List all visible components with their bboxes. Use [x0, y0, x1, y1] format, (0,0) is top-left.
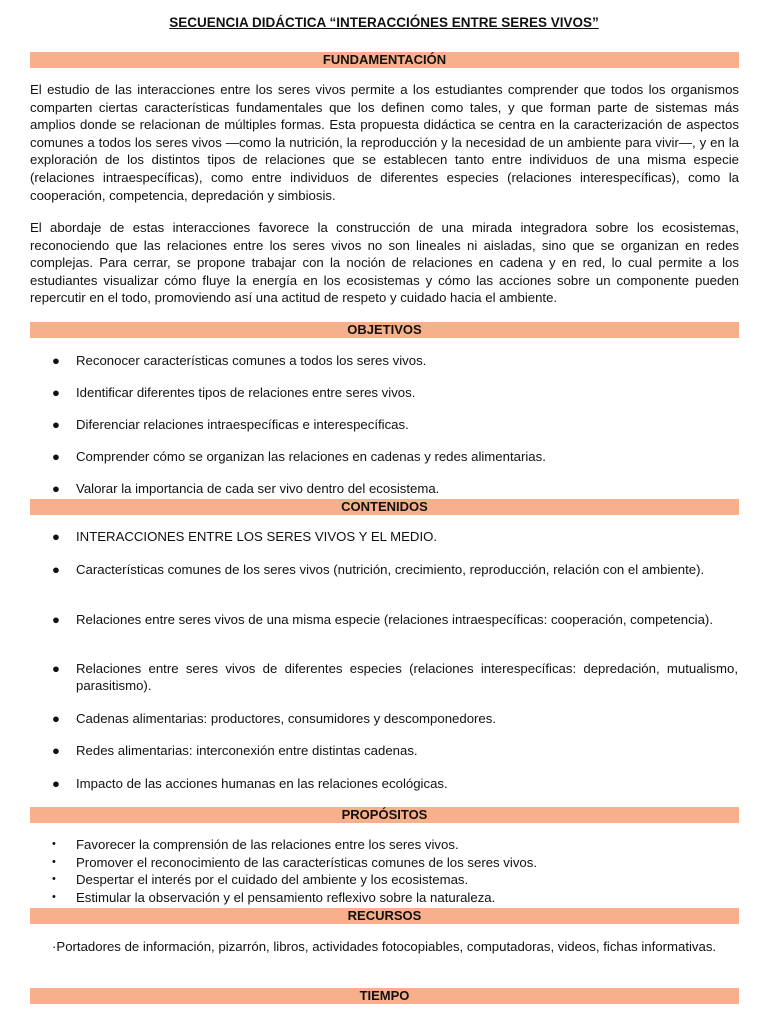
- bullet-icon: ●: [52, 711, 60, 726]
- fundamentacion-paragraph-2: El abordaje de estas interacciones favorece la construcción de una mirada integradora sobre los ecosistemas, reconociendo que las relaciones entre los seres vivos no son lineales ni aisladas, sino que se organizan en redes complejas. Para cerrar, se propone trabajar con la noción de relaciones en cadena y en red, lo cual permite a los estudiantes visualizar cómo fluye la energía en los ecosistemas y cómo las acciones sobre un componente pueden repercutir en el todo, promoviendo así una actitud de respeto y cuidado hacia el ambiente.: [30, 220, 739, 306]
- bullet-icon: ●: [52, 743, 60, 758]
- section-heading-propositos: PROPÓSITOS: [30, 807, 739, 823]
- bullet-icon: ●: [52, 385, 60, 400]
- bullet-icon: •: [52, 838, 56, 850]
- bullet-icon: ●: [52, 481, 60, 496]
- list-item-text: Despertar el interés por el cuidado del ambiente y los ecosistemas.: [76, 872, 469, 887]
- bullet-icon: ●: [52, 529, 60, 544]
- section-heading-fundamentacion: FUNDAMENTACIÓN: [30, 52, 739, 68]
- list-item: [52, 448, 738, 465]
- list-item-text: Relaciones entre seres vivos de diferentes especies (relaciones interespecíficas: depredación, mutualismo, parasitismo).: [76, 661, 738, 694]
- list-item: [52, 416, 738, 433]
- list-item-text: Identificar diferentes tipos de relaciones entre seres vivos.: [76, 385, 416, 400]
- list-item-text: Características comunes de los seres vivos (nutrición, crecimiento, reproducción, relación con el ambiente).: [76, 562, 705, 577]
- list-item: [52, 561, 738, 578]
- recursos-text: ·Portadores de información, pizarrón, libros, actividades fotocopiables, computadoras, videos, fichas informativas.: [52, 939, 717, 954]
- list-item-text: Cadenas alimentarias: productores, consumidores y descomponedores.: [76, 711, 497, 726]
- list-item-text: Promover el reconocimiento de las características comunes de los seres vivos.: [76, 855, 538, 870]
- bullet-icon: •: [52, 891, 56, 903]
- fundamentacion-paragraph-1: El estudio de las interacciones entre los seres vivos permite a los estudiantes comprender que todos los organismos comparten ciertas características fundamentales que los definen como tales, y que forman parte de sistemas más amplios donde se relacionan de múltiples formas. Esta propuesta didáctica se centra en la caracterización de aspectos comunes a todos los seres vivos —como la nutrición, la reproducción y la necesidad de un ambiente para vivir—, y en la exploración de los distintos tipos de relaciones que se establecen tanto entre individuos de una misma especie (relaciones intraespecíficas), como entre individuos de diferentes especies (relaciones interespecíficas), como la cooperación, competencia, depredación y simbiosis.: [30, 82, 739, 203]
- list-item: [52, 480, 738, 497]
- bullet-icon: ●: [52, 612, 60, 627]
- list-item: [52, 384, 738, 401]
- list-item: [52, 742, 738, 759]
- list-item-text: Comprender cómo se organizan las relaciones en cadenas y redes alimentarias.: [76, 449, 546, 464]
- list-item-text: INTERACCIONES ENTRE LOS SERES VIVOS Y EL MEDIO.: [76, 529, 438, 544]
- list-item: [52, 854, 738, 871]
- list-item-text: Valorar la importancia de cada ser vivo dentro del ecosistema.: [76, 481, 440, 496]
- list-item: [52, 710, 738, 727]
- page-title: SECUENCIA DIDÁCTICA “INTERACCIÓNES ENTRE SERES VIVOS”: [169, 15, 599, 30]
- list-item-text: Reconocer características comunes a todos los seres vivos.: [76, 353, 427, 368]
- list-item: [52, 352, 738, 369]
- list-item-text: Diferenciar relaciones intraespecíficas e interespecíficas.: [76, 417, 409, 432]
- bullet-icon: ●: [52, 353, 60, 368]
- bullet-icon: ●: [52, 449, 60, 464]
- list-item: [52, 836, 738, 853]
- list-item-text: Relaciones entre seres vivos de una misma especie (relaciones intraespecíficas: cooperación, competencia).: [76, 612, 713, 627]
- list-item: [52, 889, 738, 906]
- list-item-text: Estimular la observación y el pensamiento reflexivo sobre la naturaleza.: [76, 890, 496, 905]
- bullet-icon: •: [52, 873, 56, 885]
- list-item: [52, 611, 738, 628]
- list-item-text: Impacto de las acciones humanas en las relaciones ecológicas.: [76, 776, 448, 791]
- list-item: [52, 528, 738, 545]
- bullet-icon: •: [52, 856, 56, 868]
- bullet-icon: ●: [52, 776, 60, 791]
- section-heading-objetivos: OBJETIVOS: [30, 322, 739, 338]
- section-heading-contenidos: CONTENIDOS: [30, 499, 739, 515]
- section-heading-tiempo: TIEMPO: [30, 988, 739, 1004]
- list-item-text: Redes alimentarias: interconexión entre distintas cadenas.: [76, 743, 418, 758]
- list-item: [52, 660, 738, 694]
- list-item-text: Favorecer la comprensión de las relaciones entre los seres vivos.: [76, 837, 459, 852]
- section-heading-recursos: RECURSOS: [30, 908, 739, 924]
- list-item: [52, 775, 738, 792]
- bullet-icon: ●: [52, 417, 60, 432]
- list-item: [52, 871, 738, 888]
- bullet-icon: ●: [52, 562, 60, 577]
- bullet-icon: ●: [52, 661, 60, 676]
